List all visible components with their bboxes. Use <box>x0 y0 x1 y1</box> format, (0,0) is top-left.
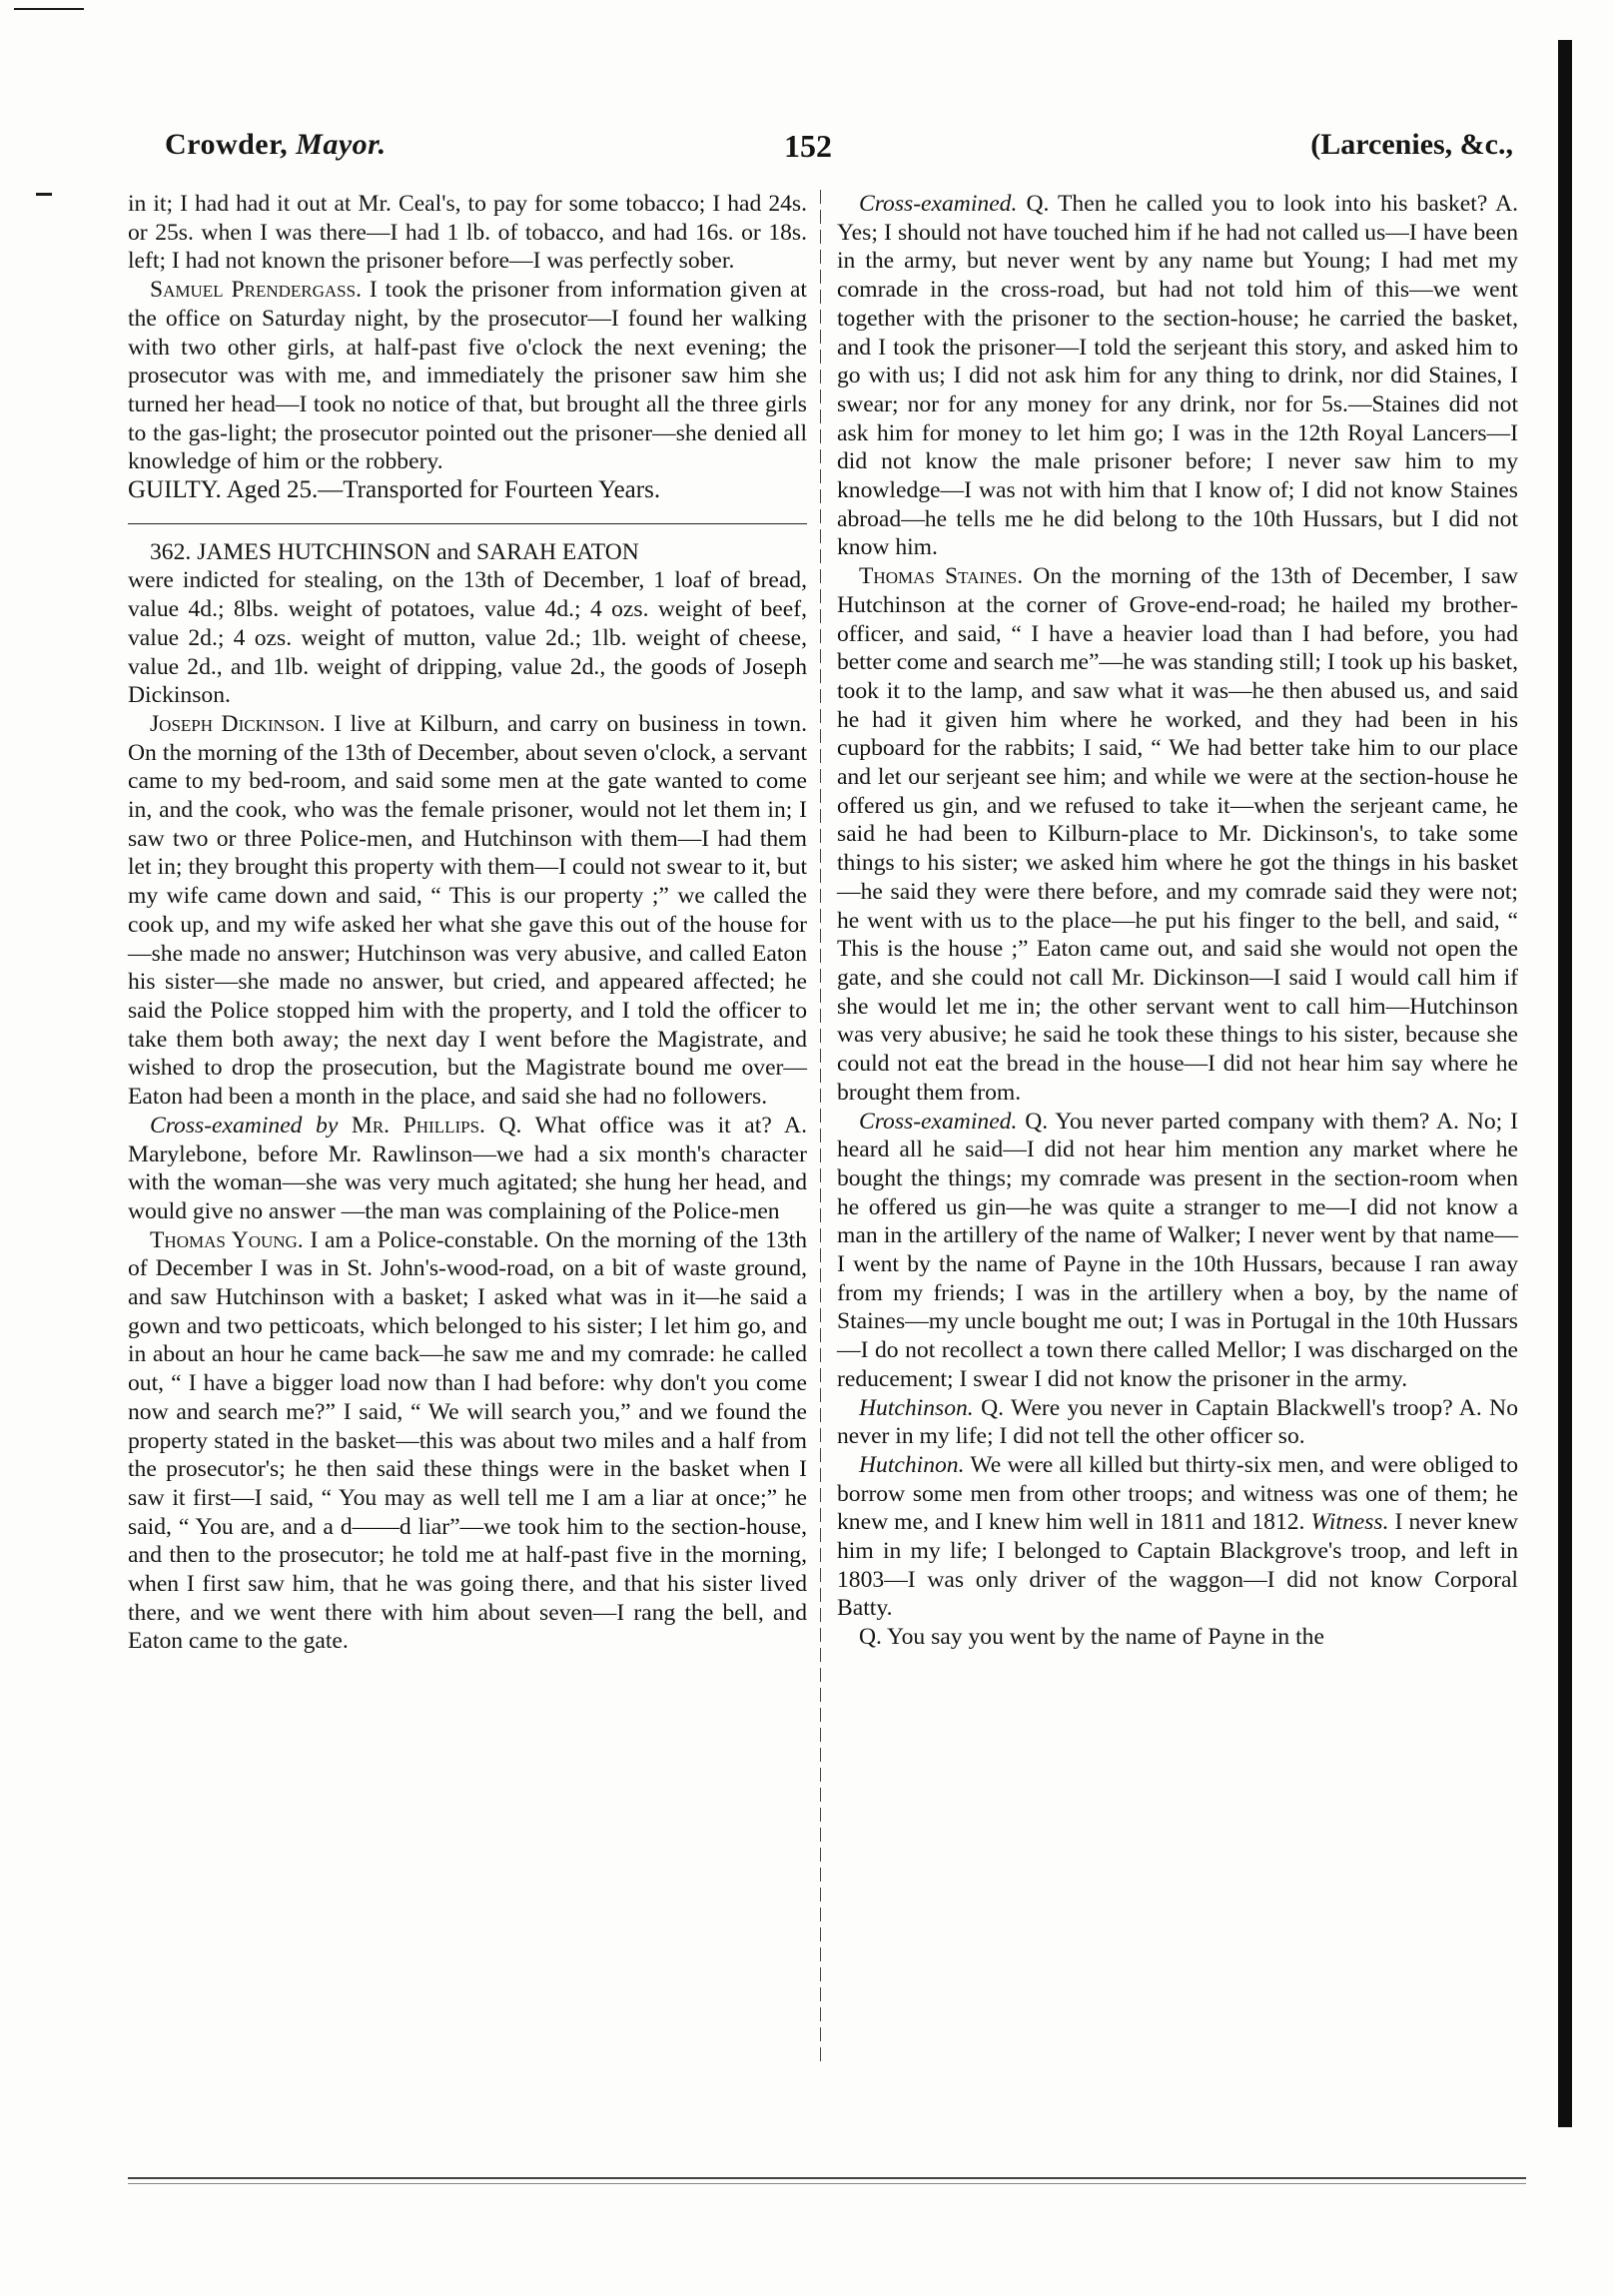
page-corner-mark <box>14 8 84 10</box>
right-column <box>837 190 1518 1652</box>
margin-dash <box>36 193 52 196</box>
speaker-label: Witness. <box>1310 1509 1389 1536</box>
left-column <box>128 190 807 1656</box>
speaker-label: Hutchinson. <box>859 1394 974 1421</box>
header-left-title: Mayor. <box>296 128 387 161</box>
testimony-paragraph: Thomas Young. I am a Police-constable. On the morning of the 13th of December I was in St. John's-wood-road, on a bit of waste ground, and saw Hutchinson with a basket; I asked what was in it—he said a gown and two petticoats, which belonged to his sister; I let him go, and in about an hour he came back—he saw me and my comrade: he called out, “ I have a bigger load now than I had before: why don't you come now and search me?” I said, “ We will search you,” and we found the property stated in the basket—this was about two miles and a half from the prosecutor's; he then said these things were in the basket when I saw it first—I said, “ You may as well tell me I am a liar at once;” he said, “ You are, and a d——d liar”—we took him to the section-house, and then to the prosecutor; he told me at half-past five in the morning, when I first saw him, that he was going there, and that his sister lived there, and we went there with him about seven—I rang the bell, and Eaton came to the gate. <box>128 1226 807 1655</box>
testimony-paragraph: Cross-examined. Q. Then he called you to look into his basket? A. Yes; I should not have touched him if he had not called us—I have been in the army, but never went by any name but Young; I had met my comrade in the cross-road, but had not told him of this—we went together with the prisoner to the section-house; he carried the basket, and I took the prisoner—I told the serjeant this story, and asked him to go with us; I did not ask him for any thing to drink, nor did Staines, I swear; nor for any money for any drink, nor for 5s.—Staines did not ask him for money to let him go; I was in the 12th Royal Lancers—I did not know the male prisoner before; I never saw him to my knowledge—I was not with him that I know of; I did not know Staines abroad—he tells me he did belong to the 10th Hussars, but I did not know him. <box>837 191 1519 561</box>
speaker-label: Hutchinon. <box>859 1451 965 1478</box>
testimony-paragraph: Joseph Dickinson. I live at Kilburn, and carry on business in town. On the morning of the 13th of December, about seven o'clock, a servant came to my bed-room, and said some men at the gate wanted to come in, and the cook, who was the female prisoner, would not let them in; I saw two or three Police-men, and Hutchinson with them—I had them let in; they brought this property with them—I could not swear to it, but my wife came down and said, “ This is our property ;” we called the cook up, and my wife asked her what she gave this out of the house for—she made no answer; Hutchinson was very abusive, and called Eaton his sister—she made no answer, but cried, and appeared affected; he said the Police stopped him with the property, and I told the officer to take them both away; the next day I went before the Magistrate, and wished to drop the prosecution, but the Magistrate bound me over—Eaton had been a month in the place, and said she had no followers. <box>128 710 807 1111</box>
footer-rule <box>128 2177 1526 2179</box>
header-left-name: Crowder, <box>165 128 289 161</box>
counsel-name: Mr. Phillips. <box>351 1112 485 1139</box>
case-separator <box>128 523 807 524</box>
witness-name: Thomas Young. <box>150 1226 304 1253</box>
case-heading <box>128 538 807 567</box>
footer-rule-thin <box>128 2183 1526 2184</box>
case-number: 362. <box>150 538 192 565</box>
testimony-paragraph: Cross-examined. Q. You never parted company with them? A. No; I heard all he said—I did not hear him mention any market where he bought the things; my comrade was present in the section-room when he offered us gin—he was quite a stranger to me—I did not know a man in the artillery of the name of Walker; I never went by that name—I went by the name of Payne in the 10th Hussars, because I ran away from my friends; I was in the artillery when a boy, by the name of Staines—my uncle bought me out; I was in Portugal in the 10th Hussars—I do not recollect a town there called Mellor; I was discharged on the reducement; I swear I did not know the prisoner in the army. <box>837 1108 1518 1392</box>
witness-name: Samuel Prendergass. <box>150 277 362 304</box>
testimony-paragraph: Cross-examined by Mr. Phillips. Q. What office was it at? A. Marylebone, before Mr. Rawlinson—we had a six month's character with the woman—she was very much agitated; she hung her head, and would give no answer —the man was complaining of the Police-men <box>128 1112 807 1224</box>
verdict: GUILTY. Aged 25.—Transported for Fourteen Years. <box>128 476 661 504</box>
column-divider <box>820 190 821 2067</box>
binding-edge-bar <box>1558 40 1572 2127</box>
header-right: (Larcenies, &c., <box>1310 128 1513 161</box>
cross-exam-label: Cross-examined. <box>859 1108 1018 1135</box>
testimony-paragraph: Thomas Staines. On the morning of the 13th of December, I saw Hutchinson at the corner of Grove-end-road; he hailed my brother-officer, and said, “ I have a heavier load than I had before, you had better come and search me”—he was standing still; I took up his basket, took it to the lamp, and saw what it was—he then abused us, and said he had it given him where he worked, and they had been in his cupboard for the rabbits; I said, “ We had better take him to our place and let our serjeant see him; and while we were at the section-house he offered us gin, and we refused to take it—when the serjeant came, he said he had been to Kilburn-place to Mr. Dickinson's, to take some things to his sister; we asked him where he got the things in his basket—he said they were there before, and my comrade said they were not; he went with us to the place—he put his finger to the bell, and said, “ This is the house ;” Eaton came out, and said she would not open the gate, and she could not call Mr. Dickinson—I said I would call him if she would let me in; the other servant went to call him—Hutchinson was very abusive; he said he took these things to his sister, because she could not eat the bread in the house—I did not hear him say where he brought them from. <box>837 563 1518 1106</box>
cross-exam-label: Cross-examined by <box>150 1112 339 1139</box>
testimony-paragraph: Samuel Prendergass. I took the prisoner from information given at the office on Saturday night, by the prosecutor—I found her walking with two other girls, at half-past five o'clock the next evening; the prosecutor was with me, and immediately the prisoner saw him she turned her head—I took no notice of that, but brought all the three girls to the gas-light; the prosecutor pointed out the prisoner—she denied all knowledge of him or the robbery. <box>128 277 807 475</box>
witness-name: Thomas Staines. <box>859 563 1024 590</box>
testimony-paragraph: Hutchinon. We were all killed but thirty-six men, and were obliged to borrow some men from other troops; and witness was one of them; he knew me, and I knew him well in 1811 and 1812. Witness. I never knew him in my life; I belonged to Captain Blackgrove's troop, and left in 1803—I was only driver of the waggon—I did not know Corporal Batty. <box>837 1451 1518 1622</box>
cross-exam-label: Cross-examined. <box>859 191 1018 217</box>
defendant-names: JAMES HUTCHINSON and SARAH EATON <box>197 538 639 565</box>
testimony-paragraph: Hutchinson. Q. Were you never in Captain Blackwell's troop? A. No never in my life; I did not tell the other officer so. <box>837 1394 1518 1450</box>
running-header <box>165 128 1513 172</box>
testimony-paragraph: Q. You say you went by the name of Payne in the <box>859 1624 1324 1651</box>
witness-name: Joseph Dickinson. <box>150 710 326 737</box>
testimony-paragraph: in it; I had had it out at Mr. Ceal's, to pay for some tobacco; I had 24s. or 25s. when I was there—I had 1 lb. of tobacco, and had 16s. or 18s. left; I had not known the prisoner before—I was perfectly sober. <box>128 191 807 275</box>
indictment: were indicted for stealing, on the 13th of December, 1 loaf of bread, value 4d.; 8lbs. weight of potatoes, value 4d.; 4 ozs. weight of beef, value 2d.; 4 ozs. weight of mutton, value 2d.; 1lb. weight of cheese, value 2d., and 1lb. weight of dripping, value 2d., the goods of Joseph Dickinson. <box>128 567 807 709</box>
page-number: 152 <box>784 128 832 164</box>
header-left <box>165 128 387 162</box>
